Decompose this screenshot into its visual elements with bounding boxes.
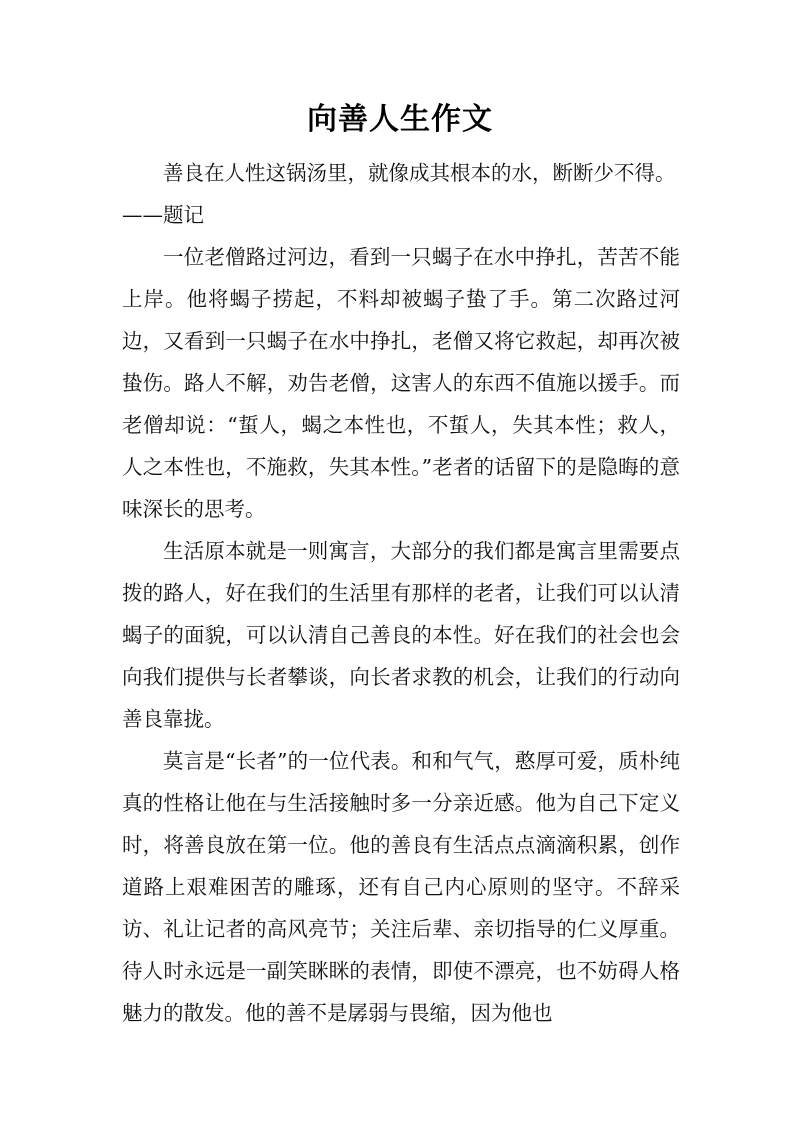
paragraph-moyan: 莫言是“长者”的一位代表。和和气气，憨厚可爱，质朴纯真的性格让他在与生活接触时多一分亲近感。他为自己下定义时，将善良放在第一位。他的善良有生活点点滴滴积累，创作道路上艰难困苦的雕琢，还有自己内心原则的坚守。不辞采访、礼让记者的高风亮节；关注后辈、亲切指导的仁义厚重。待人时永远是一副笑眯眯的表情，即使不漂亮，也不妨碍人格魅力的散发。他的善不是孱弱与畏缩，因为他也 — [122, 749, 680, 1025]
paragraph-epigraph-attribution: ——题记 — [122, 203, 204, 227]
document-body — [122, 152, 680, 1034]
paragraph-life-fable: 生活原本就是一则寓言，大部分的我们都是寓言里需要点拨的路人，好在我们的生活里有那样的老者，让我们可以认清蝎子的面貌，可以认清自己善良的本性。好在我们的社会也会向我们提供与长者攀谈，向长者求教的机会，让我们的行动向善良靠拢。 — [122, 539, 680, 731]
paragraph-intro: 善良在人性这锅汤里，就像成其根本的水，断断少不得。 — [163, 161, 676, 185]
paragraph-monk-story: 一位老僧路过河边，看到一只蝎子在水中挣扎，苦苦不能上岸。他将蝎子捞起，不料却被蝎子蛰了手。第二次路过河边，又看到一只蝎子在水中挣扎，老僧又将它救起，却再次被蛰伤。路人不解，劝告老僧，这害人的东西不值施以援手。而老僧却说：“蜇人，蝎之本性也，不蜇人，失其本性；救人，人之本性也，不施救，失其本性。”老者的话留下的是隐晦的意味深长的思考。 — [122, 245, 680, 521]
document-title: 向善人生作文 — [307, 102, 493, 137]
